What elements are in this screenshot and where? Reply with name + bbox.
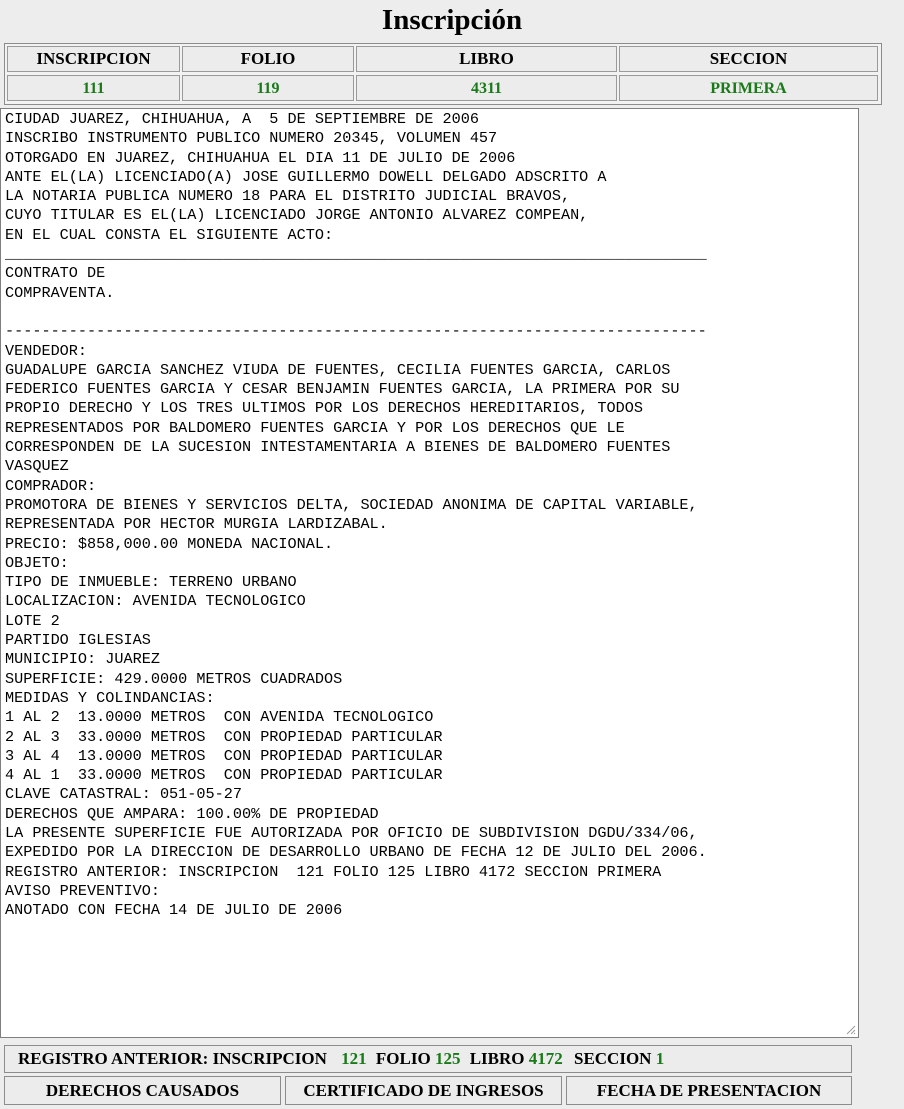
footer-bar [4,1076,852,1105]
registro-anterior-folio-label: FOLIO [375,1049,431,1068]
header-value-libro: 4311 [356,75,617,101]
registro-anterior-label: REGISTRO ANTERIOR: INSCRIPCION [18,1049,327,1068]
header-label-folio: FOLIO [182,46,354,72]
header-value-seccion: PRIMERA [619,75,878,101]
header-label-seccion: SECCION [619,46,878,72]
header-label-libro: LIBRO [356,46,617,72]
certificado-de-ingresos-cell: CERTIFICADO DE INGRESOS [285,1076,562,1105]
registro-anterior-seccion-label: SECCION [573,1049,652,1068]
fecha-de-presentacion-cell: FECHA DE PRESENTACION [566,1076,852,1105]
registry-header-table [4,43,882,105]
registro-anterior-libro-label: LIBRO [469,1049,525,1068]
registro-anterior-bar [4,1045,852,1073]
document-text[interactable]: CIUDAD JUAREZ, CHIHUAHUA, A 5 DE SEPTIEMBRE DE 2006 INSCRIBO INSTRUMENTO PUBLICO NUMERO 20345, VOLUMEN 457 OTORGADO EN JUAREZ, CHIHUAHUA EL DIA 11 DE JULIO DE 2006 ANTE EL(LA) LICENCIADO(A) JOSE GUILLERMO DOWELL DELGADO ADSCRITO A LA NOTARIA PUBLICA NUMERO 18 PARA EL DISTRITO JUDICIAL BRAVOS, CUYO TITULAR ES EL(LA) LICENCIADO JORGE ANTONIO ALVAREZ COMPEAN, EN EL CUAL CONSTA EL SIGUIENTE ACTO: _____________________________________________________________________________ CONTRATO DE COMPRAVENTA. ----------------------------------------------------------------------------- VENDEDOR: GUADALUPE GARCIA SANCHEZ VIUDA DE FUENTES, CECILIA FUENTES GARCIA, CARLOS FEDERICO FUENTES GARCIA Y CESAR BENJAMIN FUENTES GARCIA, LA PRIMERA POR SU PROPIO DERECHO Y LOS TRES ULTIMOS POR LOS DERECHOS HEREDITARIOS, TODOS REPRESENTADOS POR BALDOMERO FUENTES GARCIA Y POR LOS DERECHOS QUE LE CORRESPONDEN DE LA SUCESION INTESTAMENTARIA A BIENES DE BALDOMERO FUENTES VASQUEZ COMPRADOR: PROMOTORA DE BIENES Y SERVICIOS DELTA, SOCIEDAD ANONIMA DE CAPITAL VARIABLE, REPRESENTADA POR HECTOR MURGIA LARDIZABAL. PRECIO: $858,000.00 MONEDA NACIONAL. OBJETO: TIPO DE INMUEBLE: TERRENO URBANO LOCALIZACION: AVENIDA TECNOLOGICO LOTE 2 PARTIDO IGLESIAS MUNICIPIO: JUAREZ SUPERFICIE: 429.0000 METROS CUADRADOS MEDIDAS Y COLINDANCIAS: 1 AL 2 13.0000 METROS CON AVENIDA TECNOLOGICO 2 AL 3 33.0000 METROS CON PROPIEDAD PARTICULAR 3 AL 4 13.0000 METROS CON PROPIEDAD PARTICULAR 4 AL 1 33.0000 METROS CON PROPIEDAD PARTICULAR CLAVE CATASTRAL: 051-05-27 DERECHOS QUE AMPARA: 100.00% DE PROPIEDAD LA PRESENTE SUPERFICIE FUE AUTORIZADA POR OFICIO DE SUBDIVISION DGDU/334/06, EXPEDIDO POR LA DIRECCION DE DESARROLLO URBANO DE FECHA 12 DE JULIO DEL 2006. REGISTRO ANTERIOR: INSCRIPCION 121 FOLIO 125 LIBRO 4172 SECCION PRIMERA AVISO PREVENTIVO: ANOTADO CON FECHA 14 DE JULIO DE 2006 [5,110,707,920]
page-title: Inscripción [381,4,523,36]
registro-anterior-folio: 125 [434,1049,461,1068]
document-textarea[interactable] [0,108,859,1038]
header-value-folio: 119 [182,75,354,101]
derechos-causados-cell: DERECHOS CAUSADOS [4,1076,281,1105]
registro-anterior-seccion: 1 [655,1049,665,1068]
resize-grip-icon[interactable] [844,1023,856,1035]
registro-anterior-inscripcion: 121 [341,1049,367,1068]
header-value-inscripcion: 111 [7,75,180,101]
registro-anterior-libro: 4172 [528,1049,563,1068]
header-label-inscripcion: INSCRIPCION [7,46,180,72]
